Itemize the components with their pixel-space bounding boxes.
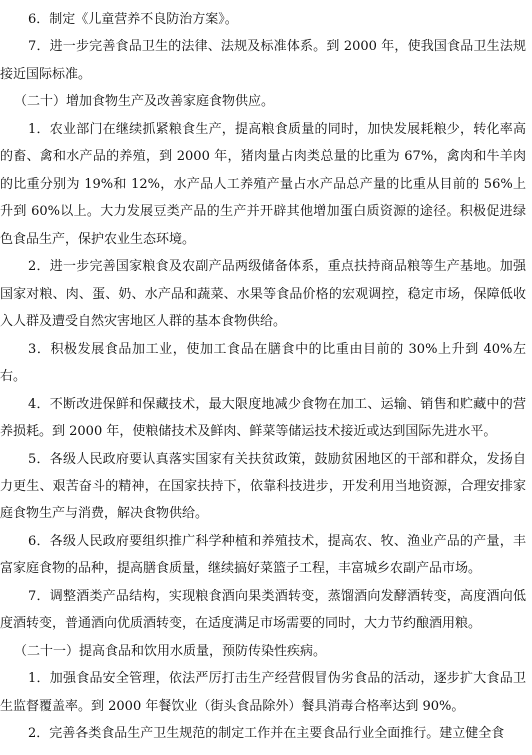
section-heading-21: （二十一）提高食品和饮用水质量，预防传染性疾病。 [14,643,327,659]
section-heading-20: （二十）增加食物生产及改善家庭食物供应。 [14,94,275,110]
paragraph-section-20-item-4: 4．不断改进保鲜和保藏技术，最大限度地减少食物在加工、运输、销售和贮藏中的营养损耗。到 2000 年，使粮储技术及鲜肉、鲜菜等储运技术接近或达到国际先进水平。 [0,396,526,440]
paragraph-section-21-item-2-partial: 2．完善各类食品生产卫生规范的制定工作并在主要食品行业全面推行。建立健全食 [28,726,505,742]
paragraph-section-20-item-2: 2．进一步完善国家粮食及农副产品两级储备体系，重点扶持商品粮等生产基地。加强国家对粮、肉、蛋、奶、水产品和蔬菜、水果等食品价格的宏观调控，稳定市场，保障低收入人群及遭受自然灾害地区人群的基本食物供给。 [0,259,526,330]
paragraph-section-20-item-5: 5．各级人民政府要认真落实国家有关扶贫政策，鼓励贫困地区的干部和群众，发扬自力更生、艰苦奋斗的精神，在国家扶持下，依靠科技进步，开发利用当地资源，合理安排家庭食物生产与消费，解决食物供给。 [0,451,526,522]
paragraph-section-20-item-7: 7．调整酒类产品结构，实现粮食酒向果类酒转变，蒸馏酒向发酵酒转变，高度酒向低度酒转变，普通酒向优质酒转变，在适度满足市场需要的同时，大力节约酿酒用粮。 [0,588,526,632]
paragraph-item-7-laws: 7．进一步完善食品卫生的法律、法规及标准体系。到 2000 年，使我国食品卫生法规接近国际标准。 [0,39,526,82]
paragraph-section-20-item-3: 3．积极发展食品加工业，使加工食品在膳食中的比重由目前的 30%上升到 40%左右。 [0,341,526,385]
paragraph-section-20-item-6: 6．各级人民政府要组织推广科学种植和养殖技术，提高农、牧、渔业产品的产量，丰富家庭食物的品种，提高膳食质量，继续搞好菜篮子工程，丰富城乡农副产品市场。 [0,533,526,577]
paragraph-section-20-item-1: 1．农业部门在继续抓紧粮食生产，提高粮食质量的同时，加快发展耗粮少，转化率高的畜、禽和水产品的养殖，到 2000 年，猪肉量占肉类总量的比重为 67%，禽肉和牛羊肉的比重分别为 19%和 12%，水产品人工养殖产量占水产品总产量的比重从目前的 56%上升到 60%以上。大力发展豆类产品的生产并开辟其他增加蛋白质资源的途径。积极促进绿色食品生产，保护农业生态环境。 [0,121,526,247]
paragraph-item-6-plan: 6．制定《儿童营养不良防治方案》。 [28,12,238,27]
paragraph-section-21-item-1-hidden: 1．加强食品安全管理，依法严厉打击生产经营假冒伪劣食品的活动，逐步扩大食品卫生监督覆盖率。到 2000 年餐饮业（街头食品除外）餐具消毒合格率达到 90%。 [0,671,526,714]
